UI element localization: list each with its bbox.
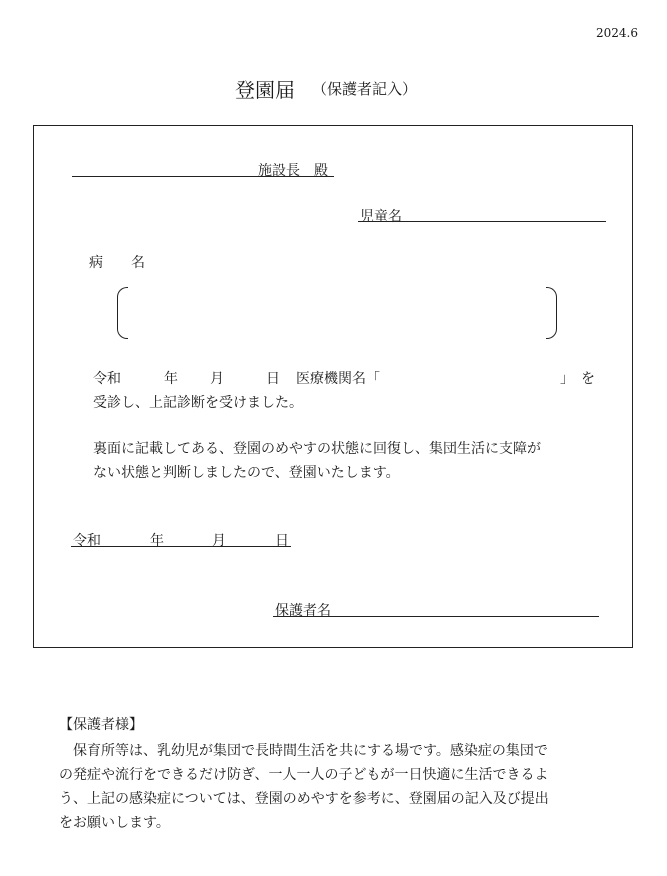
notice-line-4: をお願いします。 xyxy=(59,815,170,831)
medical-institution-close-bracket: 」 xyxy=(560,371,574,387)
notice-line-2: の発症や流行をできるだけ防ぎ、一人一人の子どもが一日快適に生活できるよ xyxy=(59,767,549,783)
diagnosis-day: 日 xyxy=(266,371,280,387)
guardian-name-label: 保護者名 xyxy=(275,603,331,619)
child-name-label: 児童名 xyxy=(360,209,402,225)
submission-year: 年 xyxy=(150,533,164,549)
submission-era: 令和 xyxy=(73,533,101,549)
guardian-name-line[interactable] xyxy=(273,616,599,617)
diagnosis-month: 月 xyxy=(210,371,224,387)
notice-heading: 【保護者様】 xyxy=(59,717,143,733)
notice-line-3: う、上記の感染症については、登園のめやすを参考に、登園届の記入及び提出 xyxy=(59,791,549,807)
recovery-statement-line1: 裏面に記載してある、登園のめやすの状態に回復し、集団生活に支障が xyxy=(93,441,541,457)
submission-day: 日 xyxy=(275,533,289,549)
disease-field-left-bracket xyxy=(117,287,128,339)
diagnosis-year: 年 xyxy=(164,371,178,387)
submission-month: 月 xyxy=(212,533,226,549)
disease-field-right-bracket xyxy=(546,287,557,339)
disease-name-label: 病 名 xyxy=(89,255,145,271)
diagnosis-statement: 受診し、上記診断を受けました。 xyxy=(93,395,303,411)
addressee-label: 施設長 殿 xyxy=(258,163,328,179)
medical-institution-label: 医療機関名「 xyxy=(296,371,380,387)
child-name-line[interactable] xyxy=(358,221,606,222)
document-title: 登園届 xyxy=(235,78,295,102)
diagnosis-era: 令和 xyxy=(93,371,121,387)
document-date: 2024.6 xyxy=(596,26,638,40)
facility-head-line[interactable] xyxy=(72,176,334,177)
diagnosis-particle: を xyxy=(581,371,595,387)
notice-line-1: 保育所等は、乳幼児が集団で長時間生活を共にする場です。感染症の集団で xyxy=(73,743,548,759)
document-subtitle: （保護者記入） xyxy=(312,80,418,98)
submission-date-line[interactable] xyxy=(71,546,291,547)
recovery-statement-line2: ない状態と判断しましたので、登園いたします。 xyxy=(93,465,400,481)
